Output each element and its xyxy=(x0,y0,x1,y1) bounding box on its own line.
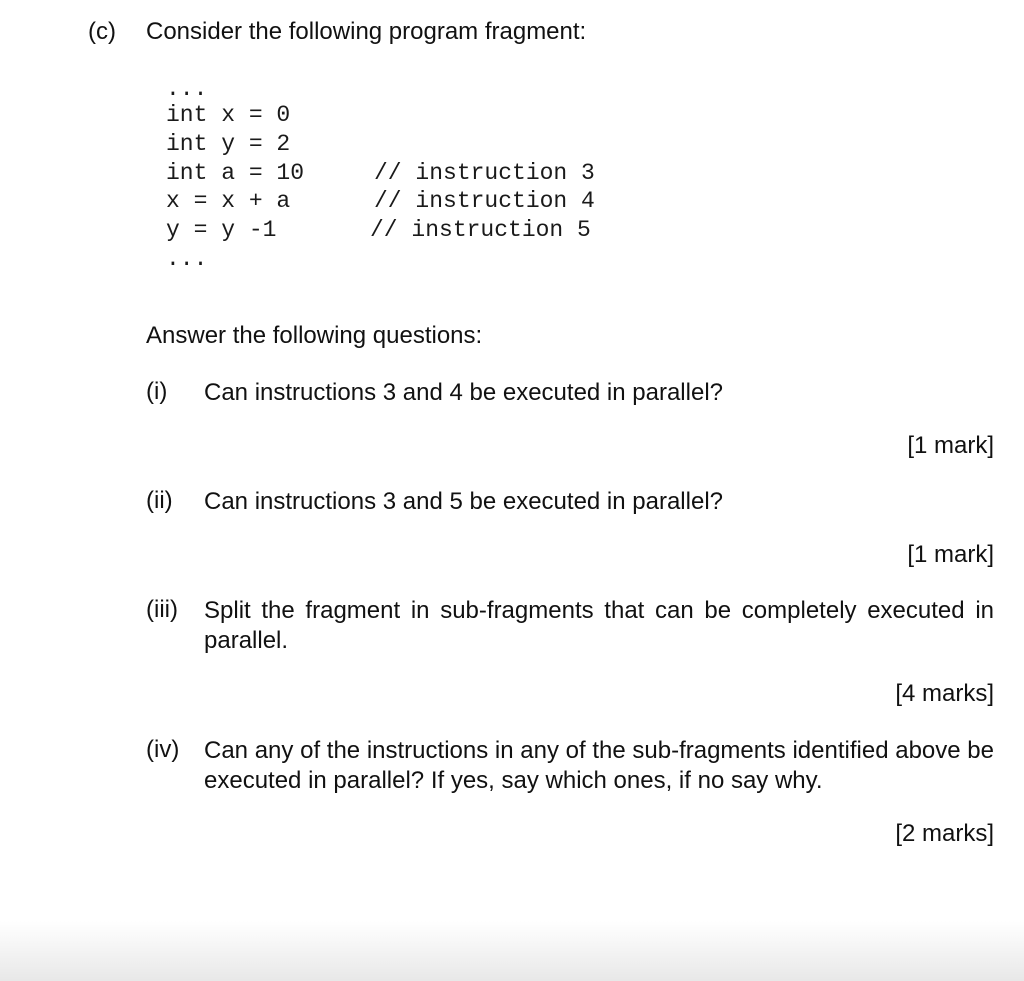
question-text: Can any of the instructions in any of the sub-fragments identified above be executed in parallel? If yes, say which ones, if no say why. xyxy=(204,737,994,794)
bottom-shadow xyxy=(0,921,1024,981)
answer-heading: Answer the following questions: xyxy=(146,322,483,349)
question-text: Can instructions 3 and 5 be executed in parallel? xyxy=(204,488,723,515)
code-line: ... xyxy=(166,76,208,102)
question-number: (ii) xyxy=(146,487,173,514)
code-line: int a = 10 xyxy=(166,160,305,186)
code-line: int x = 0 xyxy=(166,102,291,128)
marks-label: [2 marks] xyxy=(895,820,994,847)
question-part-intro: Consider the following program fragment: xyxy=(146,18,587,45)
code-line: y = y -1 xyxy=(166,217,277,243)
marks-label: [1 mark] xyxy=(907,432,994,459)
marks-label: [1 mark] xyxy=(907,541,994,568)
question-text: Split the fragment in sub-fragments that can be completely executed in parallel. xyxy=(204,597,994,654)
question-number: (iii) xyxy=(146,596,178,623)
code-comment: // instruction 4 xyxy=(374,188,595,214)
code-line: x = x + a xyxy=(166,188,291,214)
marks-label: [4 marks] xyxy=(895,680,994,707)
question-number: (i) xyxy=(146,378,168,405)
code-comment: // instruction 5 xyxy=(370,217,591,243)
code-comment: // instruction 3 xyxy=(374,160,595,186)
question-part-label: (c) xyxy=(88,18,116,45)
code-line: ... xyxy=(166,246,208,272)
code-line: int y = 2 xyxy=(166,131,291,157)
question-text: Can instructions 3 and 4 be executed in parallel? xyxy=(204,379,723,406)
question-number: (iv) xyxy=(146,736,180,763)
